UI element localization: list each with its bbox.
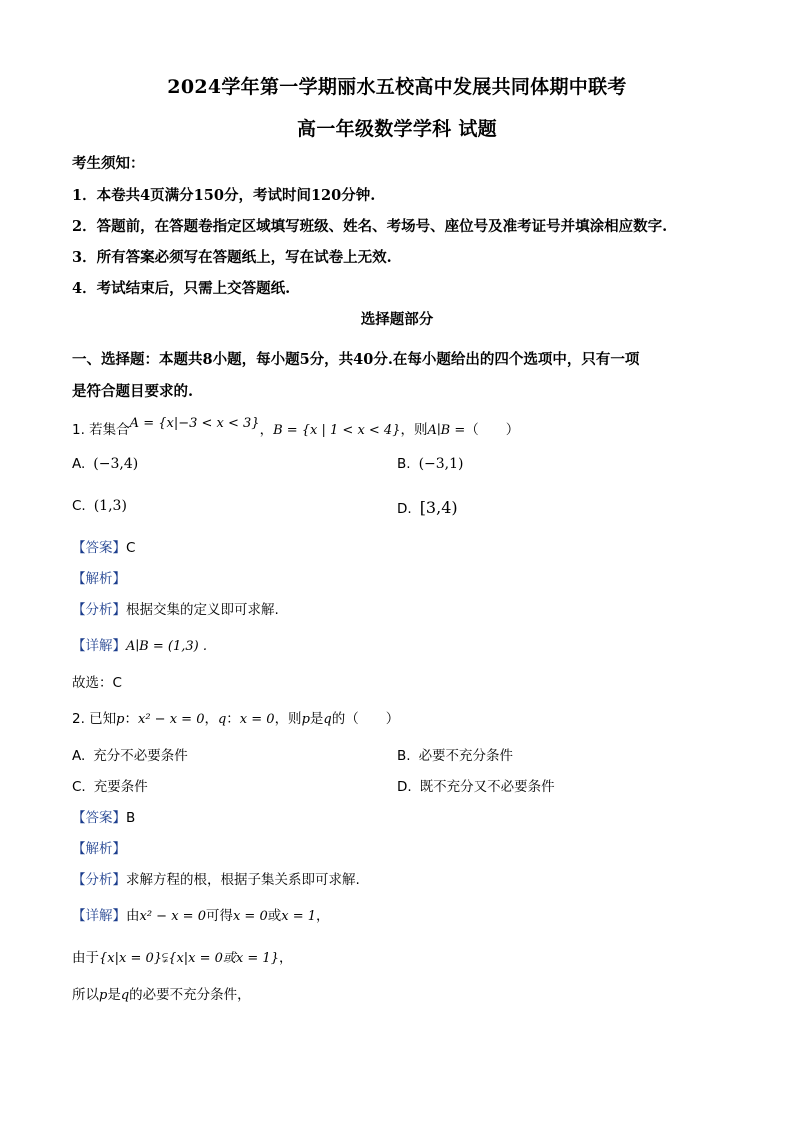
q1-answer: [72, 536, 135, 556]
answer-value: B: [126, 810, 136, 826]
q2-option-b: [397, 744, 513, 764]
fenxi-text: 根据交集的定义即可求解.: [126, 602, 279, 618]
detail-root: x = 1: [281, 909, 316, 924]
q2-answer: [72, 806, 135, 826]
detail-text: 是: [107, 987, 121, 1003]
q2-detail: [72, 904, 330, 924]
q1-option-d: [397, 498, 458, 517]
analysis-tag: 【解析】: [72, 841, 126, 857]
section-instruction-cont: 是符合题目要求的.: [72, 383, 194, 400]
answer-value: C: [126, 540, 136, 556]
q2-colon: ：: [124, 711, 138, 727]
option-value: 充要条件: [93, 779, 148, 795]
detail-tag: 【详解】: [72, 908, 126, 924]
q2-colon: ：: [226, 711, 240, 727]
detail-text: ，: [316, 908, 330, 924]
choose-text: 故选：C: [72, 675, 122, 691]
fenxi-tag: 【分析】: [72, 602, 126, 618]
question-1-stem: [72, 418, 519, 438]
detail-tag: 【详解】: [72, 638, 126, 654]
q1-ask: ，则: [400, 422, 428, 438]
notice-item: 2．答题前，在答题卷指定区域填写班级、姓名、考场号、座位号及准考证号并填涂相应数字.: [72, 218, 668, 235]
q1-set-a: A = {x|−3 < x < 3}: [129, 416, 260, 431]
q2-p: p: [116, 712, 125, 727]
fenxi-tag: 【分析】: [72, 872, 126, 888]
notice-item: 3．所有答案必须写在答题纸上，写在试卷上无效.: [72, 249, 392, 266]
notice-heading: 考生须知：: [72, 155, 145, 172]
detail-set: {x|x = 0或x = 1}: [168, 951, 279, 966]
option-label: D.: [397, 779, 412, 795]
q2-p-equation: x² − x = 0: [138, 712, 205, 727]
option-label: A.: [72, 456, 86, 472]
exam-subtitle: 高一年级数学学科 试题: [297, 118, 497, 140]
option-label: B.: [397, 456, 411, 472]
q1-option-a: [72, 456, 138, 472]
q1-detail: [72, 634, 207, 654]
option-value: 充分不必要条件: [93, 748, 188, 764]
q1-analysis-tag: [72, 567, 126, 587]
q2-option-d: [397, 775, 555, 795]
q2-of: 的（ ）: [331, 711, 400, 727]
q2-mid: ，则: [274, 711, 302, 727]
option-label: A.: [72, 748, 86, 764]
detail-text: A∣B = (1,3) .: [126, 639, 207, 654]
option-label: D.: [397, 501, 412, 517]
detail-text: ，: [278, 950, 293, 966]
notice-item: 4．考试结束后，只需上交答题纸.: [72, 280, 291, 297]
notice-item: 1．本卷共4页满分150分，考试时间120分钟.: [72, 187, 376, 204]
option-value: 既不充分又不必要条件: [419, 779, 555, 795]
option-value: [3,4): [419, 498, 458, 517]
q2-q: q: [323, 712, 332, 727]
q2-q-equation: x = 0: [239, 712, 275, 727]
q2-q: q: [217, 712, 227, 727]
q1-paren: （ ）: [465, 422, 520, 438]
subset-symbol: ⫋: [162, 950, 169, 966]
section-title: 选择题部分: [360, 311, 434, 328]
detail-text: 可得: [205, 908, 233, 924]
section-instruction: 一、选择题：本题共8小题，每小题5分，共40分.在每小题给出的四个选项中，只有一项: [72, 351, 640, 368]
q1-fenxi: [72, 598, 279, 618]
q2-option-a: [72, 744, 188, 764]
q2-p: p: [301, 712, 310, 727]
q2-is: 是: [309, 711, 324, 727]
q1-option-c: [72, 498, 127, 514]
detail-var: p: [99, 988, 108, 1003]
q1-set-b: B = {x | 1 < x < 4}: [273, 423, 401, 438]
detail-set: {x|x = 0}: [99, 951, 163, 966]
analysis-tag: 【解析】: [72, 571, 126, 587]
q2-fenxi: [72, 868, 360, 888]
detail-root: x = 0: [232, 909, 268, 924]
q1-prefix: 1. 若集合: [72, 422, 130, 438]
question-2-stem: [72, 707, 399, 727]
detail-text: 的必要不充分条件，: [129, 987, 251, 1003]
option-value: (1,3): [93, 498, 127, 514]
detail-var: q: [120, 988, 130, 1003]
detail-text: 由于: [72, 950, 99, 966]
answer-tag: 【答案】: [72, 540, 126, 556]
fenxi-text: 求解方程的根，根据子集关系即可求解.: [126, 872, 360, 888]
detail-text: 由: [126, 908, 140, 924]
q2-option-c: [72, 775, 148, 795]
option-value: 必要不充分条件: [418, 748, 514, 764]
exam-title: 2024学年第一学期丽水五校高中发展共同体期中联考: [167, 76, 627, 98]
q2-prefix: 2. 已知: [72, 711, 117, 727]
q1-comma: ，: [259, 422, 274, 438]
answer-tag: 【答案】: [72, 810, 126, 826]
q2-detail-line3: [72, 983, 251, 1003]
detail-equation: x² − x = 0: [139, 909, 206, 924]
option-label: C.: [72, 779, 86, 795]
option-label: B.: [397, 748, 411, 764]
q1-choose: [72, 671, 122, 691]
option-label: C.: [72, 498, 86, 514]
q1-expr: A∣B =: [427, 423, 466, 438]
detail-text: 或: [267, 908, 282, 924]
q2-analysis-tag: [72, 837, 126, 857]
option-value: (−3,1): [418, 456, 464, 472]
q1-option-b: [397, 456, 463, 472]
q2-sep: ，: [204, 711, 218, 727]
detail-text: 所以: [72, 987, 99, 1003]
q2-detail-line2: [72, 946, 292, 966]
option-value: (−3,4): [93, 456, 139, 472]
